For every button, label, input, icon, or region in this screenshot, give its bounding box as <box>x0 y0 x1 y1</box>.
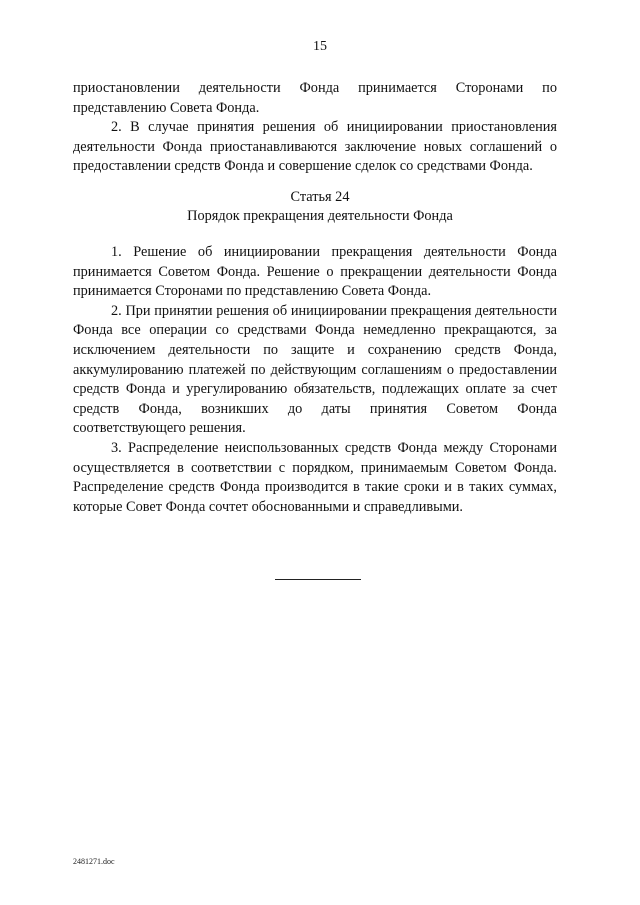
text-block-continuation <box>73 79 557 177</box>
article-title: Порядок прекращения деятельности Фонда <box>187 208 453 224</box>
article-body <box>73 243 557 517</box>
paragraph-continuation: приостановлении деятельности Фонда принимается Сторонами по представлению Совета Фонда. <box>73 80 557 116</box>
document-id: 2481271.doc <box>73 857 115 866</box>
article-paragraph-2: 2. При принятии решения об инициировании прекращения деятельности Фонда все операции со средствами Фонда немедленно прекращаются, за исключением деятельности по защите и сохранению средств Фонда, аккумулированию платежей по действующим соглашениям о предоставлении средств Фонда и урегулированию обязательств, подлежащих оплате за счет средств Фонда, возникших до даты принятия Советом Фонда соответствующего решения. <box>73 302 557 437</box>
article-paragraph-3: 3. Распределение неиспользованных средств Фонда между Сторонами осуществляется в соответствии с порядком, принимаемым Советом Фонда. Распределение средств Фонда производится в такие сроки и в таких суммах, которые Совет Фонда сочтет обоснованными и справедливыми. <box>73 439 557 515</box>
article-number: Статья 24 <box>290 189 350 205</box>
end-separator-line <box>275 579 361 580</box>
paragraph-2: 2. В случае принятия решения об инициировании приостановления деятельности Фонда приостанавливаются заключение новых соглашений о предоставлении средств Фонда и совершение сделок со средствами Фонда. <box>73 119 557 175</box>
page-number: 15 <box>313 39 327 54</box>
article-paragraph-1: 1. Решение об инициировании прекращения деятельности Фонда принимается Советом Фонда. Решение о прекращении деятельности Фонда принимается Сторонами по представлению Совета Фонда. <box>73 244 557 300</box>
